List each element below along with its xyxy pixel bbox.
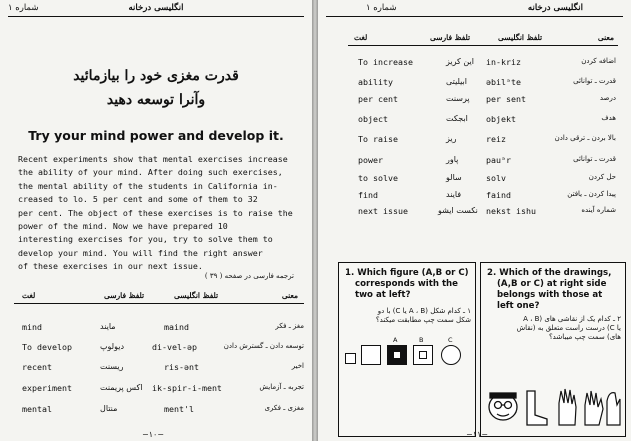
pron-en: nekst ishu <box>486 206 536 216</box>
question-1-box <box>338 262 476 437</box>
word: power <box>358 155 383 165</box>
page-number: −۱۰− <box>142 430 164 439</box>
english-title: Try your mind power and develop it. <box>28 128 284 143</box>
meaning: هدف <box>601 114 616 122</box>
option-label: A <box>393 336 398 344</box>
col-meaning: معنی <box>281 291 298 300</box>
question-line: left one? <box>497 301 540 311</box>
right-page-header <box>326 3 623 17</box>
dot-pattern <box>394 352 400 358</box>
drawings-illustration <box>485 381 621 431</box>
meaning: مغز ـ فکر <box>275 322 304 330</box>
pron-fa: ریز <box>446 134 457 143</box>
pron-fa: سالو <box>446 173 462 182</box>
word: object <box>358 114 388 124</box>
table-row <box>22 322 306 342</box>
pron-en: ik-spir-i-ment <box>152 383 222 393</box>
left-page <box>0 0 312 441</box>
meaning: درصد <box>599 94 616 102</box>
word: ability <box>358 77 393 87</box>
table-row <box>22 342 306 362</box>
col-pron-fa: تلفظ فارسی <box>104 291 145 300</box>
pron-en: faind <box>486 190 511 200</box>
pron-fa: پاور <box>446 155 459 164</box>
pron-fa: این کریز <box>446 57 474 66</box>
word: to solve <box>358 173 398 183</box>
question-line: 1. Which figure (A,B or C) <box>345 268 469 278</box>
table-row <box>358 114 616 134</box>
question-2-box <box>480 262 626 437</box>
meaning: پیدا کردن ـ یافتن <box>567 190 616 198</box>
word: To raise <box>358 134 398 144</box>
pron-fa: منتال <box>100 404 118 413</box>
table-row <box>358 94 616 114</box>
table-row <box>358 155 616 175</box>
persian-title-line-2: وآنرا توسعه دهید <box>106 92 206 108</box>
small-square-figure <box>345 353 356 364</box>
table-row <box>22 404 306 424</box>
col-meaning: معنی <box>597 33 614 42</box>
glove-drawing <box>559 389 576 425</box>
pron-en: ment'l <box>164 404 194 414</box>
paragraph-line: Recent experiments show that mental exercises increase <box>18 154 288 164</box>
face-drawing <box>489 393 517 420</box>
pron-en: əbilᵊte <box>486 77 521 87</box>
pron-en: di-vel-əp <box>152 342 197 352</box>
paragraph-line: of these exercises in our next issue. <box>18 261 203 272</box>
table-row <box>358 206 616 226</box>
persian-title-line-1: قدرت مغزی خود را بیازمائید <box>73 68 239 84</box>
pron-en: reiz <box>486 134 506 144</box>
paragraph-line: per cent. The object of these exercises is to raise the <box>18 207 293 218</box>
pron-en: solv <box>486 173 506 183</box>
meaning: شماره آینده <box>581 206 616 214</box>
pron-fa: ریسنت <box>100 362 124 371</box>
paragraph-line: the mental ability of the students in California in- <box>18 180 278 191</box>
question-line: 2. Which of the drawings, <box>487 268 612 278</box>
vocab-table-header <box>348 32 618 46</box>
persian-line: ۲ ـ کدام یک از نقاشی های (A ، B <box>523 315 621 323</box>
magazine-title: انگلیسی درخانه <box>128 3 184 13</box>
meaning: اخیر <box>291 362 304 370</box>
persian-line: ۱ ـ کدام شکل (A ، B یا C) با دو <box>377 307 471 315</box>
table-row <box>22 383 306 403</box>
pron-fa: ابیلیتی <box>446 77 468 86</box>
persian-line: های) سمت چپ میباشد؟ <box>548 333 621 341</box>
word: To develop <box>22 342 72 352</box>
paragraph-line: creased to lo. 5 per cent and some of them to 32 <box>18 194 258 205</box>
pron-en: pauᵊr <box>486 155 511 165</box>
paragraph-line: develop your mind. You will find the right answer <box>18 247 263 258</box>
word: find <box>358 190 378 200</box>
option-c-figure[interactable] <box>441 345 461 365</box>
question-line: (A,B or C) at right side <box>497 279 607 289</box>
pron-fa: اکس پریمنت <box>100 383 143 392</box>
paragraph-line: interesting exercises for you, try to solve them to <box>18 234 273 245</box>
col-word: لغت <box>354 33 368 42</box>
meaning: اضافه کردن <box>581 57 616 65</box>
table-row <box>22 362 306 382</box>
translation-reference: ترجمه فارسی در صفحه ( ۳۹ ) <box>204 272 294 280</box>
question-1-text <box>345 268 471 301</box>
table-row <box>358 134 616 154</box>
option-b-figure[interactable] <box>413 345 433 365</box>
option-label: C <box>448 336 453 344</box>
meaning: قدرت ـ توانائی <box>573 155 616 163</box>
col-word: لغت <box>22 291 36 300</box>
left-page-header <box>8 3 304 17</box>
meaning: بالا بردن ـ ترقی دادن <box>554 134 616 142</box>
table-row <box>358 57 616 77</box>
article-paragraph <box>18 153 308 274</box>
pron-en: in-kriz <box>486 57 521 67</box>
large-square-figure <box>361 345 381 365</box>
paragraph-line: the ability of your mind. After doing such exercises, <box>18 167 283 178</box>
question-line: corresponds with the <box>355 279 459 289</box>
mitten-drawing <box>607 393 620 425</box>
page-number: −۱۱− <box>466 430 488 439</box>
issue-number: شماره ۱ <box>366 3 397 13</box>
col-pron-en: تلفظ انگلیسی <box>498 33 543 42</box>
pron-fa: پرسنت <box>446 94 470 103</box>
word: per cent <box>358 94 398 104</box>
pron-fa: فایند <box>446 190 462 199</box>
magazine-title: انگلیسی درخانه <box>527 3 583 13</box>
pron-fa: ابجکت <box>446 114 468 123</box>
right-page <box>318 0 631 441</box>
word: next issue <box>358 206 408 216</box>
meaning: توسعه دادن ـ گسترش دادن <box>223 342 304 350</box>
pron-fa: نکست ایشو <box>438 206 478 215</box>
pron-en: ris-ənt <box>164 362 199 372</box>
vocab-table-header <box>14 290 304 304</box>
meaning: تجربه ـ آزمایش <box>259 383 304 391</box>
paragraph-line: power of the mind. Now we have prepared 10 <box>18 221 228 232</box>
boot-drawing <box>527 391 547 425</box>
pron-fa: دیولوپ <box>100 342 125 351</box>
persian-line: یا C) درست راست متعلق به (نقاش <box>516 324 621 332</box>
pron-fa: مایند <box>100 322 116 331</box>
meaning: حل کردن <box>588 173 616 181</box>
option-a-figure[interactable] <box>387 345 407 365</box>
question-2-text <box>487 268 621 312</box>
word: recent <box>22 362 52 372</box>
question-line: two at left? <box>355 290 411 300</box>
pron-en: per sent <box>486 94 526 104</box>
word: mind <box>22 322 42 332</box>
col-pron-en: تلفظ انگلیسی <box>174 291 219 300</box>
question-1-persian <box>343 307 471 325</box>
word: experiment <box>22 383 72 393</box>
question-line: belongs with those at <box>497 290 603 300</box>
meaning: قدرت ـ توانائی <box>573 77 616 85</box>
persian-line: شکل سمت چپ مطابقت میکند؟ <box>375 316 471 324</box>
col-pron-fa: تلفظ فارسی <box>430 33 471 42</box>
hand-drawing <box>585 391 603 425</box>
meaning: مغزی ـ فکری <box>264 404 304 412</box>
option-label: B <box>419 336 424 344</box>
word: mental <box>22 404 52 414</box>
pron-en: maind <box>164 322 189 332</box>
pron-en: objekt <box>486 114 516 124</box>
question-2-persian <box>485 315 621 342</box>
word: To increase <box>358 57 413 67</box>
issue-number: شماره ۱ <box>8 3 39 13</box>
inner-square <box>419 351 427 359</box>
